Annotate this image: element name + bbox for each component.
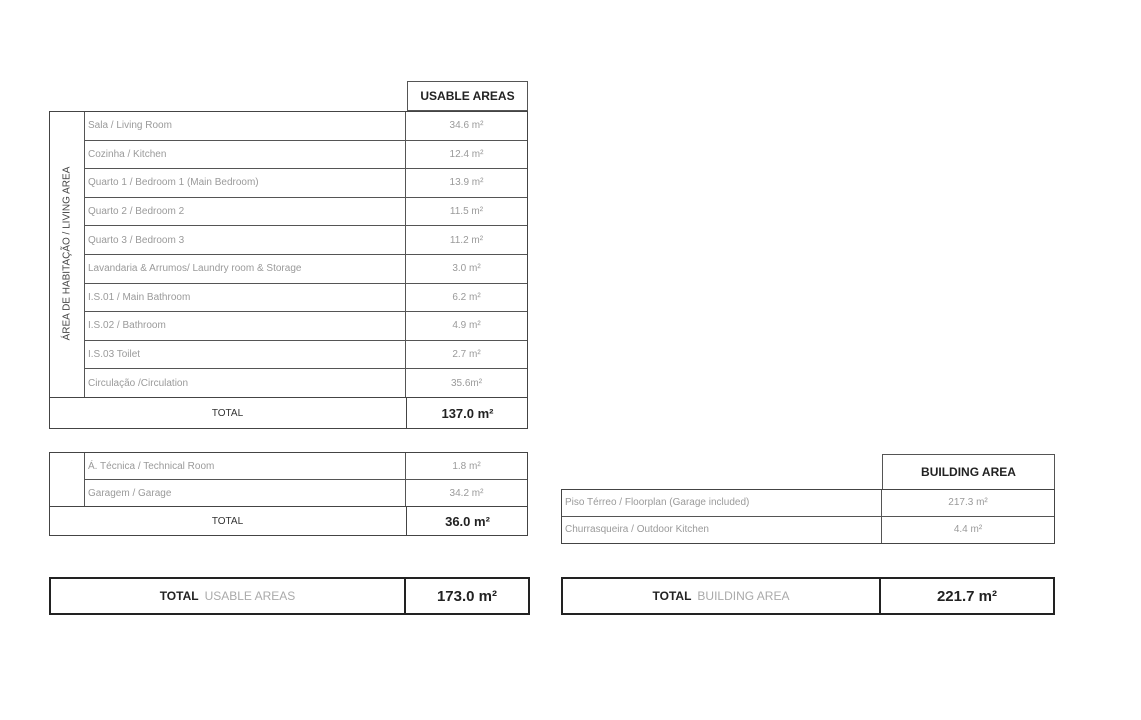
living-area-row	[85, 255, 527, 284]
technical-row-value: 34.2 m²	[449, 487, 484, 499]
living-total-label: TOTAL	[49, 398, 407, 429]
technical-total-label: TOTAL	[49, 507, 407, 536]
living-area-row-value: 35.6m²	[450, 377, 483, 389]
living-area-row-label: Sala / Living Room	[85, 112, 406, 140]
living-area-row-value: 11.5 m²	[449, 206, 484, 218]
technical-row	[85, 480, 527, 507]
living-area-side-label: ÁREA DE HABITAÇÃO / LIVING AREA	[61, 166, 73, 341]
living-area-row-label: Quarto 2 / Bedroom 2	[85, 198, 406, 226]
living-area-row-value: 6.2 m²	[452, 291, 481, 303]
living-total-row	[49, 397, 528, 429]
usable-areas-header: USABLE AREAS	[407, 81, 528, 111]
living-area-row-label: Cozinha / Kitchen	[85, 141, 406, 169]
technical-row-label: Garagem / Garage	[85, 480, 406, 506]
living-area-row-value: 11.2 m²	[449, 234, 484, 246]
building-row-value: 4.4 m²	[953, 524, 983, 536]
living-total-value: 137.0 m²	[441, 406, 494, 421]
living-area-row-label: Lavandaria & Arrumos/ Laundry room & Storage	[85, 255, 406, 283]
living-area-row-label: I.S.02 / Bathroom	[85, 312, 406, 340]
grand-building-sub: BUILDING AREA	[697, 589, 790, 603]
grand-building-value: 221.7 m²	[936, 587, 998, 605]
technical-total-value: 36.0 m²	[445, 514, 490, 529]
building-row-value: 217.3 m²	[948, 497, 988, 509]
living-area-row-label: Quarto 1 / Bedroom 1 (Main Bedroom)	[85, 169, 406, 197]
living-area-row	[85, 198, 527, 227]
living-area-row	[85, 141, 527, 170]
technical-side-cell	[50, 453, 85, 507]
living-area-row-value: 4.9 m²	[452, 320, 481, 332]
living-area-row	[85, 112, 527, 141]
building-row-label: Churrasqueira / Outdoor Kitchen	[562, 517, 882, 544]
grand-usable-total-word: TOTAL	[159, 589, 199, 603]
grand-usable-sub: USABLE AREAS	[204, 589, 296, 603]
living-area-row	[85, 284, 527, 313]
living-area-row	[85, 226, 527, 255]
living-area-row	[85, 169, 527, 198]
grand-usable-label	[51, 579, 406, 613]
living-area-row-label: I.S.03 Toilet	[85, 341, 406, 369]
building-table	[561, 489, 1055, 544]
living-area-row-value: 34.6 m²	[449, 120, 484, 132]
building-row-label: Piso Térreo / Floorplan (Garage included)	[562, 490, 882, 516]
living-area-row-label: Quarto 3 / Bedroom 3	[85, 226, 406, 254]
living-area-row-value: 2.7 m²	[452, 349, 481, 361]
living-area-row	[85, 341, 527, 370]
living-area-side-cell	[50, 112, 85, 398]
technical-table	[49, 452, 528, 536]
grand-building-total-word: TOTAL	[652, 589, 692, 603]
technical-row-value: 1.8 m²	[452, 460, 481, 472]
living-area-row	[85, 312, 527, 341]
building-row	[562, 517, 1054, 544]
living-area-row-label: I.S.01 / Main Bathroom	[85, 284, 406, 312]
technical-total-row	[49, 506, 528, 536]
technical-row	[85, 453, 527, 480]
building-row	[562, 490, 1054, 517]
building-area-header: BUILDING AREA	[882, 454, 1055, 490]
grand-building-label	[563, 579, 881, 613]
grand-usable-value: 173.0 m²	[436, 587, 498, 605]
living-area-row	[85, 369, 527, 398]
living-area-row-value: 3.0 m²	[452, 263, 481, 275]
technical-row-label: Á. Técnica / Technical Room	[85, 453, 406, 479]
grand-usable-total	[49, 577, 530, 615]
grand-building-total	[561, 577, 1055, 615]
living-area-row-value: 13.9 m²	[449, 177, 484, 189]
living-area-row-value: 12.4 m²	[449, 148, 484, 160]
living-area-row-label: Circulação /Circulation	[85, 369, 406, 397]
living-area-table	[49, 111, 528, 429]
